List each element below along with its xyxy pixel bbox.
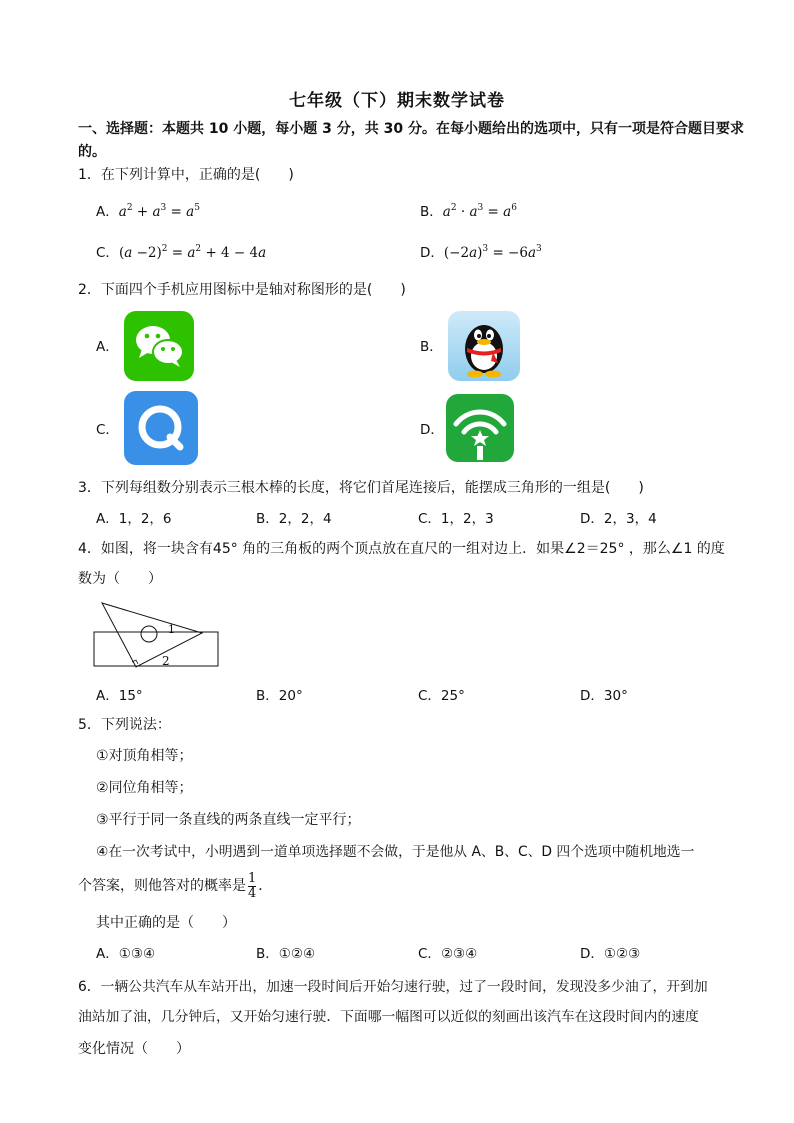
- search-q-icon[interactable]: [124, 391, 198, 465]
- wifi-star-glyph: [446, 394, 514, 462]
- qq-penguin-icon[interactable]: [448, 311, 520, 381]
- q1-option-a[interactable]: A．$a^2 + a^3 = a^5$: [96, 203, 200, 220]
- section-heading: 一、选择题：本题共 10 小题，每小题 3 分，共 30 分。在每小题给出的选项中，只有一项是符合题目要求的。: [78, 121, 744, 160]
- q5-option-c[interactable]: C．②③④: [418, 946, 478, 962]
- q3-option-d[interactable]: D．2，3，4: [580, 511, 657, 527]
- q4-figure: [92, 600, 224, 670]
- q4-option-c[interactable]: C．25°: [418, 688, 465, 704]
- q1-option-b[interactable]: B．$a^2 \cdot a^3 = a^6$: [420, 203, 517, 220]
- question-6-line2: 油站加了油，几分钟后，又开始匀速行驶．下面哪一幅图可以近似的刻画出该汽车在这段时间内的速度: [78, 1009, 699, 1025]
- q3-option-b[interactable]: B．2，2，4: [256, 511, 332, 527]
- wechat-glyph: [124, 311, 194, 381]
- q5-option-a[interactable]: A．①③④: [96, 946, 156, 962]
- q4-option-d[interactable]: D．30°: [580, 688, 628, 704]
- question-6-line1: 6．一辆公共汽车从车站开出，加速一段时间后开始匀速行驶，过了一段时间，发现没多少油了，开到加: [78, 979, 708, 995]
- q5-item-1: ①对顶角相等；: [96, 748, 193, 764]
- q1-option-d[interactable]: D．$(-2a)^3 = -6a^3$: [420, 244, 542, 261]
- q3-option-a[interactable]: A．1，2，6: [96, 511, 172, 527]
- angle-1-label: 1: [168, 623, 175, 636]
- q4-option-b[interactable]: B．20°: [256, 688, 303, 704]
- question-4-stem-line2: 数为（ ）: [78, 571, 162, 587]
- wechat-icon[interactable]: [124, 311, 194, 381]
- set-square-hole: [141, 626, 157, 642]
- q1-option-b-expr: $a^2 \cdot a^3 = a^6$: [442, 203, 517, 220]
- question-3-stem: 3．下列每组数分别表示三根木棒的长度，将它们首尾连接后，能摆成三角形的一组是( ): [78, 480, 644, 496]
- angle-2-label: 2: [162, 654, 170, 668]
- q2-label-d[interactable]: D．: [420, 422, 444, 438]
- q5-option-b[interactable]: B．①②④: [256, 946, 316, 962]
- page-title: 七年级（下）期末数学试卷: [289, 91, 505, 111]
- probability-fraction: $\frac{1}{4}$: [248, 870, 257, 901]
- q5-item-3: ③平行于同一条直线的两条直线一定平行；: [96, 812, 361, 828]
- q5-item-2: ②同位角相等；: [96, 780, 193, 796]
- question-5-stem: 5．下列说法：: [78, 717, 171, 733]
- qq-penguin-glyph: [448, 311, 520, 381]
- question-6-line3: 变化情况（ ）: [78, 1041, 190, 1057]
- question-2-stem: 2．下面四个手机应用图标中是轴对称图形的是( ): [78, 282, 406, 298]
- q5-item-4-cont: 个答案，则他答对的概率是 $\frac{1}{4}$ ．: [78, 870, 273, 901]
- set-square: [102, 603, 202, 667]
- q1-option-c[interactable]: C．$(a -2)^2 = a^2 + 4 - 4a$: [96, 244, 267, 261]
- q5-option-d[interactable]: D．①②③: [580, 946, 641, 962]
- q2-label-c[interactable]: C．: [96, 422, 119, 438]
- wifi-star-icon[interactable]: [446, 394, 514, 462]
- q2-label-b[interactable]: B．: [420, 339, 443, 355]
- q3-option-c[interactable]: C．1，2，3: [418, 511, 494, 527]
- q4-option-a[interactable]: A．15°: [96, 688, 143, 704]
- search-q-glyph: [124, 391, 198, 465]
- question-4-stem-line1: 4．如图，将一块含有45° 角的三角板的两个顶点放在直尺的一组对边上．如果∠2＝25° ，那么∠1 的度: [78, 541, 725, 557]
- q2-label-a[interactable]: A．: [96, 339, 119, 355]
- question-1-stem: 1．在下列计算中，正确的是( ): [78, 167, 294, 183]
- q5-item-4: ④在一次考试中，小明遇到一道单项选择题不会做，于是他从 A、B、C、D 四个选项中随机地选一: [96, 844, 695, 860]
- q1-option-a-expr: $a^2 + a^3 = a^5$: [118, 203, 200, 220]
- q1-option-d-expr: $(-2a)^3 = -6a^3$: [443, 244, 542, 261]
- q5-question: 其中正确的是（ ）: [96, 915, 236, 931]
- q1-option-c-expr: $(a -2)^2 = a^2 + 4 - 4a$: [118, 244, 267, 261]
